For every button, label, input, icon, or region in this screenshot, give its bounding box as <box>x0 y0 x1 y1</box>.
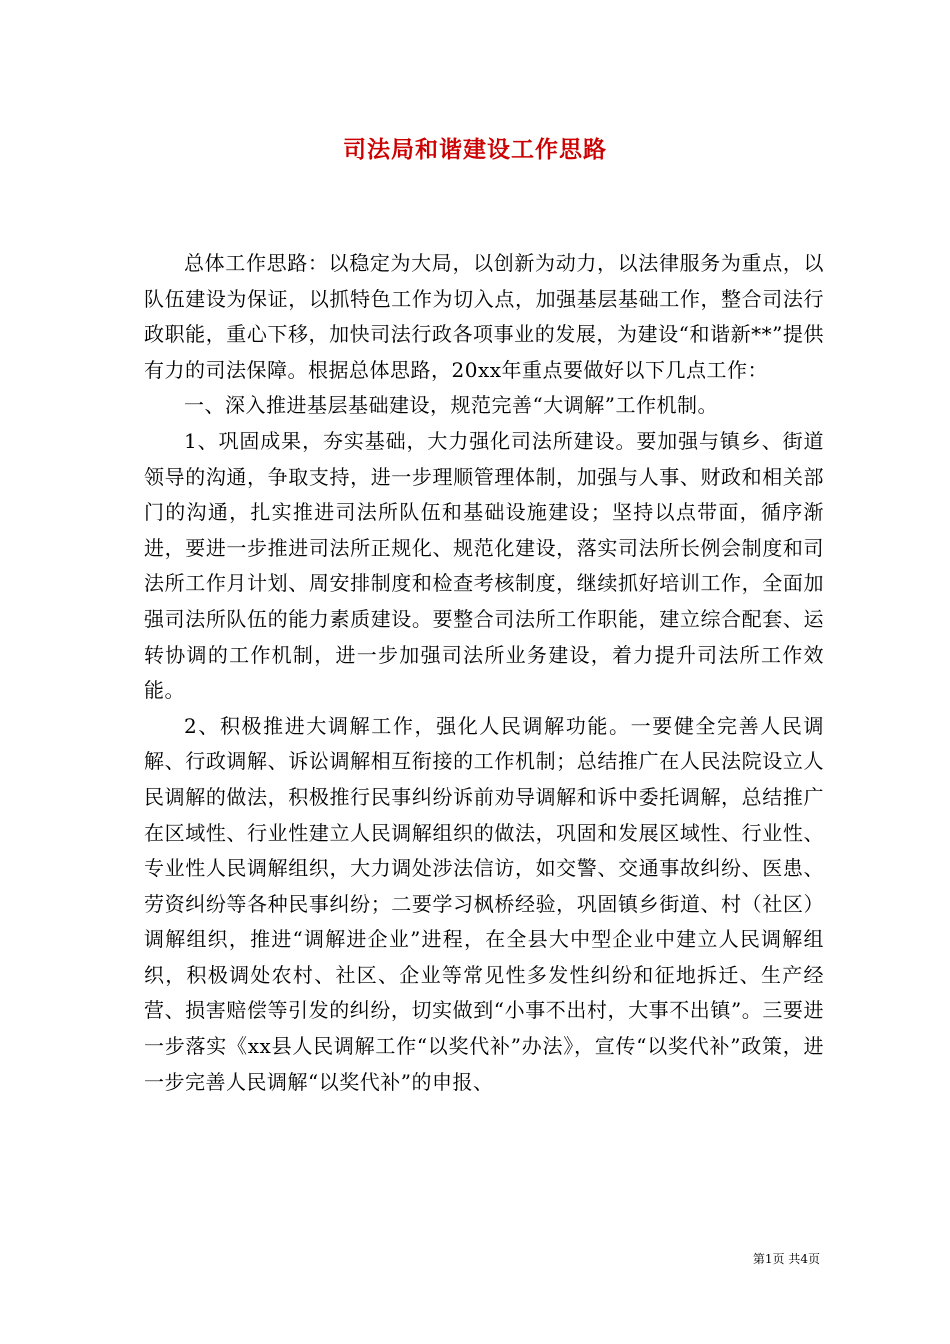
paragraph-item-one: 1、巩固成果，夯实基础，大力强化司法所建设。要加强与镇乡、街道领导的沟通，争取支持，进一步理顺管理体制，加强与人事、财政和相关部门的沟通，扎实推进司法所队伍和基础设施建设；坚持以点带面，循序渐进，要进一步推进司法所正规化、规范化建设，落实司法所长例会制度和司法所工作月计划、周安排制度和检查考核制度，继续抓好培训工作，全面加强司法所队伍的能力素质建设。要整合司法所工作职能，建立综合配套、运转协调的工作机制，进一步加强司法所业务建设，着力提升司法所工作效能。 <box>144 428 824 703</box>
paragraph-section-one-heading: 一、深入推进基层基础建设，规范完善“大调解”工作机制。 <box>184 393 718 418</box>
paragraph-item-two: 2、积极推进大调解工作，强化人民调解功能。一要健全完善人民调解、行政调解、诉讼调解相互衔接的工作机制；总结推广在人民法院设立人民调解的做法，积极推行民事纠纷诉前劝导调解和诉中委托调解，总结推广在区域性、行业性建立人民调解组织的做法，巩固和发展区域性、行业性、专业性人民调解组织，大力调处涉法信访，如交警、交通事故纠纷、医患、劳资纠纷等各种民事纠纷；二要学习枫桥经验，巩固镇乡街道、村（社区）调解组织，推进“调解进企业”进程，在全县大中型企业中建立人民调解组织，积极调处农村、社区、企业等常见性多发性纠纷和征地拆迁、生产经营、损害赔偿等引发的纠纷，切实做到“小事不出村，大事不出镇”。三要进一步落实《xx县人民调解工作“以奖代补”办法》，宣传“以奖代补”政策，进一步完善人民调解“以奖代补”的申报、 <box>144 713 824 1094</box>
paragraph-overall-approach: 总体工作思路：以稳定为大局，以创新为动力，以法律服务为重点，以队伍建设为保证，以抓特色工作为切入点，加强基层基础工作，整合司法行政职能，重心下移，加快司法行政各项事业的发展，为建设“和谐新**”提供有力的司法保障。根据总体思路，20xx年重点要做好以下几点工作： <box>144 251 824 382</box>
page-number-footer: 第1页 共4页 <box>752 1252 820 1266</box>
document-title: 司法局和谐建设工作思路 <box>343 136 607 163</box>
document-body <box>144 246 824 1100</box>
